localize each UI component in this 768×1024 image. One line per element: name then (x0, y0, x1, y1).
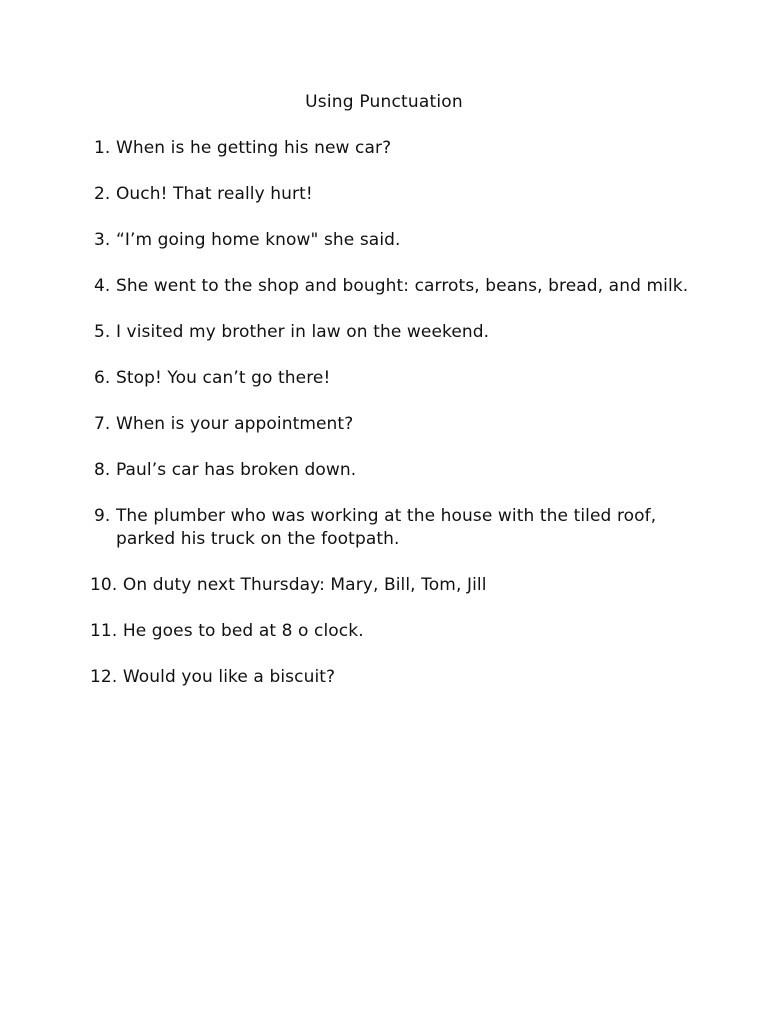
item-text: When is he getting his new car? (115, 138, 392, 158)
list-item-9 (94, 505, 704, 551)
item-number: 3. (94, 230, 116, 250)
item-number: 9. (94, 506, 116, 526)
item-text: Ouch! That really hurt! (115, 184, 313, 204)
list-item-6 (94, 367, 704, 390)
item-text: Would you like a biscuit? (122, 667, 336, 687)
item-number: 6. (94, 368, 116, 388)
item-text: The plumber who was working at the house with the tiled roof, parked his truck on the footpath. (115, 506, 657, 549)
item-text: When is your appointment? (115, 414, 354, 434)
question-list (90, 137, 704, 712)
item-text: Paul’s car has broken down. (115, 460, 357, 480)
item-text: “I’m going home know" she said. (115, 230, 401, 250)
item-number: 2. (94, 184, 116, 204)
list-item-5 (94, 321, 704, 344)
item-number: 5. (94, 322, 116, 342)
list-item-8 (94, 459, 704, 482)
item-number: 11. (90, 621, 123, 641)
list-item-11 (90, 620, 704, 643)
list-item-4 (94, 275, 704, 298)
list-item-12 (90, 666, 704, 689)
item-number: 7. (94, 414, 116, 434)
page-title: Using Punctuation (305, 92, 463, 112)
item-number: 1. (94, 138, 116, 158)
item-number: 12. (90, 667, 123, 687)
list-item-3 (94, 229, 704, 252)
list-item-10 (90, 574, 704, 597)
list-item-2 (94, 183, 704, 206)
item-text: I visited my brother in law on the weekend. (115, 322, 490, 342)
item-number: 10. (90, 575, 123, 595)
item-number: 4. (94, 276, 116, 296)
item-text: On duty next Thursday: Mary, Bill, Tom, Jill (122, 575, 487, 595)
list-item-1 (94, 137, 704, 160)
item-text: She went to the shop and bought: carrots, beans, bread, and milk. (115, 276, 689, 296)
list-item-7 (94, 413, 704, 436)
item-number: 8. (94, 460, 116, 480)
item-text: He goes to bed at 8 o clock. (122, 621, 364, 641)
item-text: Stop! You can’t go there! (115, 368, 331, 388)
